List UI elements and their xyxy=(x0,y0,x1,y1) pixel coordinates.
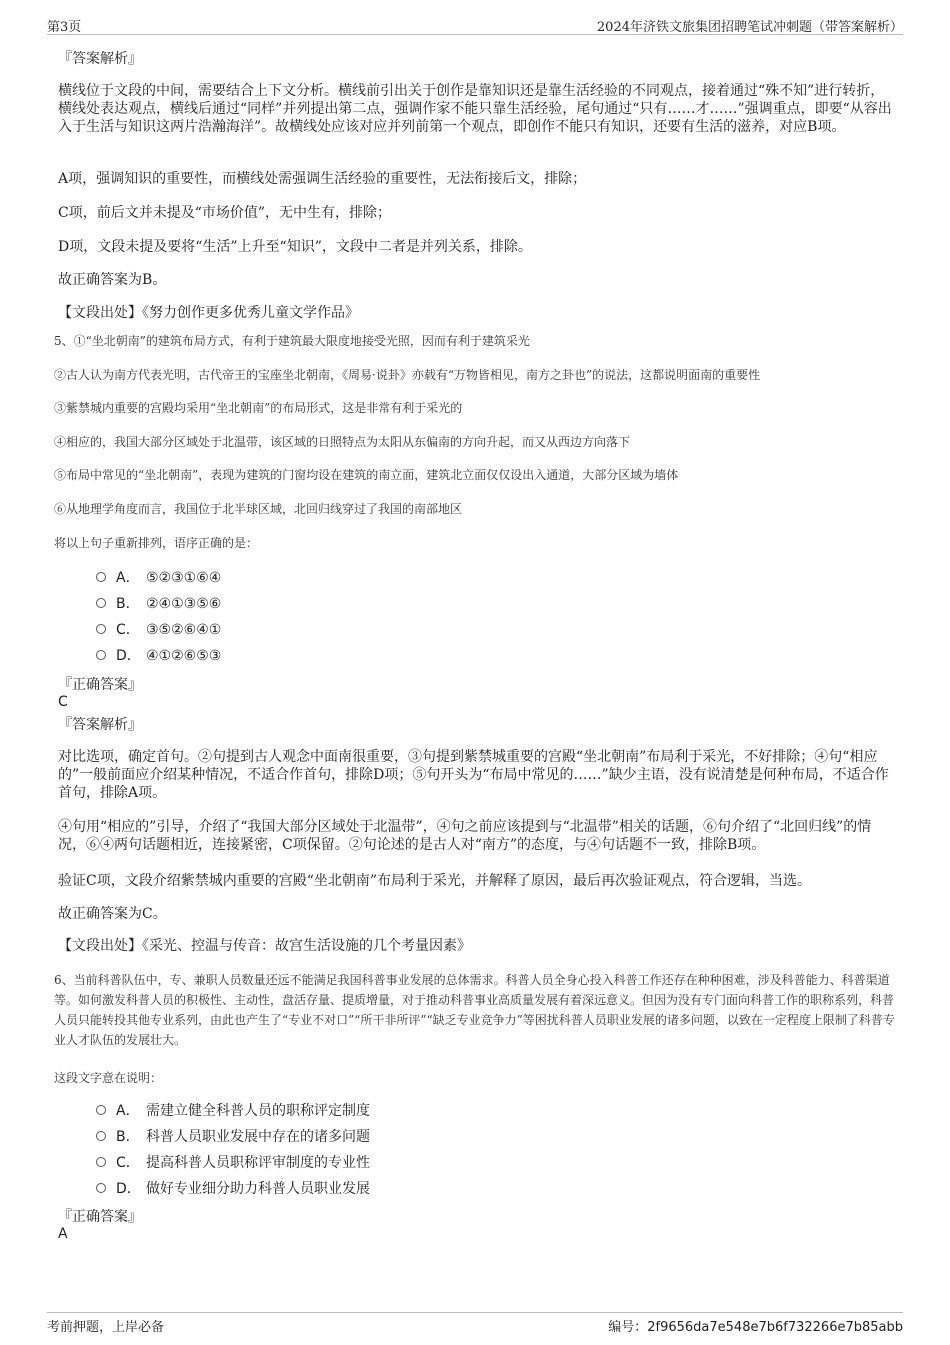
q5-option-a[interactable]: A． ⑤②③①⑥④ xyxy=(96,568,221,588)
radio-icon[interactable] xyxy=(96,1157,106,1167)
q4-source: 【文段出处】《努力创作更多优秀儿童文学作品》 xyxy=(58,305,359,321)
q6-option-d[interactable]: D． 做好专业细分助力科普人员职业发展 xyxy=(96,1179,370,1199)
q6-answer: A xyxy=(58,1226,68,1242)
page-number: 第3页 xyxy=(47,20,82,35)
radio-icon[interactable] xyxy=(96,1105,106,1115)
radio-icon[interactable] xyxy=(96,624,106,634)
q4-option-d-analysis: D项，文段未提及要将“生活”上升至“知识”，文段中二者是并列关系，排除。 xyxy=(58,239,532,255)
page-header xyxy=(47,14,903,35)
q5-option-d[interactable]: D． ④①②⑥⑤③ xyxy=(96,646,221,666)
q6-option-c[interactable]: C． 提高科普人员职称评审制度的专业性 xyxy=(96,1153,370,1173)
q6-option-a[interactable]: A． 需建立健全科普人员的职称评定制度 xyxy=(96,1101,370,1121)
radio-icon[interactable] xyxy=(96,1183,106,1193)
footer-slogan: 考前押题，上岸必备 xyxy=(47,1320,165,1335)
document-id: 编号：2f9656da7e548e7b6f732266e7b85abb xyxy=(608,1320,903,1335)
q5-sentence-4: ④相应的，我国大部分区域处于北温带，该区域的日照特点为太阳从东偏南的方向升起，而又从西边方向落下 xyxy=(54,435,631,449)
q6-option-b[interactable]: B． 科普人员职业发展中存在的诸多问题 xyxy=(96,1127,370,1147)
q6-prompt: 这段文字意在说明： xyxy=(54,1071,163,1085)
q5-sentence-1: 5、①“坐北朝南”的建筑布局方式，有利于建筑最大限度地接受光照，因而有利于建筑采光 xyxy=(54,334,530,348)
q5-option-c[interactable]: C． ③⑤②⑥④① xyxy=(96,620,221,640)
q5-sentence-5: ⑤布局中常见的“坐北朝南”，表现为建筑的门窗均设在建筑的南立面，建筑北立面仅仅设出入通道，大部分区域为墙体 xyxy=(54,468,679,482)
q6-answer-label: 『正确答案』 xyxy=(58,1209,142,1225)
q4-option-a-analysis: A项，强调知识的重要性，而横线处需强调生活经验的重要性，无法衔接后文，排除； xyxy=(58,171,587,187)
q5-conclusion: 故正确答案为C。 xyxy=(58,906,167,922)
q5-sentence-6: ⑥从地理学角度而言，我国位于北半球区域，北回归线穿过了我国的南部地区 xyxy=(54,502,463,516)
q4-conclusion: 故正确答案为B。 xyxy=(58,272,167,288)
q5-sentence-3: ③紫禁城内重要的宫殿均采用“坐北朝南”的布局形式，这是非常有利于采光的 xyxy=(54,401,463,415)
radio-icon[interactable] xyxy=(96,572,106,582)
q5-answer: C xyxy=(58,694,68,710)
q5-analysis-para-2: ④句用“相应的”引导，介绍了“我国大部分区域处于北温带”，④句之前应该提到与“北温带”相关的话题，⑥句介绍了“北回归线”的情况，⑥④两句话题相近，连接紧密，C项保留。②句论述的是古人对“南方”的态度，与④句话题不一致，排除B项。 xyxy=(58,819,872,853)
q5-sentence-2: ②古人认为南方代表光明，古代帝王的宝座坐北朝南，《周易·说卦》亦载有“万物皆相见，南方之卦也”的说法，这都说明面南的重要性 xyxy=(54,368,761,382)
document-title: 2024年济铁文旅集团招聘笔试冲刺题（带答案解析） xyxy=(596,20,903,35)
q4-analysis-text: 横线位于文段的中间，需要结合上下文分析。横线前引出关于创作是靠知识还是靠生活经验的不同观点，接着通过“殊不知”进行转折，横线处表达观点，横线后通过“同样”并列提出第二点，强调作家不能只靠生活经验，尾句通过“只有……才……”强调重点，即要“从容出入于生活与知识这两片浩瀚海洋”。故横线处应该对应并列前第一个观点，即创作不能只有知识，还要有生活的滋养，对应B项。 xyxy=(58,83,892,135)
radio-icon[interactable] xyxy=(96,650,106,660)
q4-option-c-analysis: C项，前后文并未提及“市场价值”，无中生有，排除； xyxy=(58,205,392,221)
q5-option-b[interactable]: B． ②④①③⑤⑥ xyxy=(96,594,221,614)
q6-stem: 6、当前科普队伍中，专、兼职人员数量还远不能满足我国科普事业发展的总体需求。科普人员全身心投入科普工作还存在种种困难，涉及科普能力、科普渠道等。如何激发科普人员的积极性、主动性，盘活存量、提质增量，对于推动科普事业高质量发展有着深远意义。但因为没有专门面向科普工作的职称系列，科普人员只能转投其他专业系列，由此也产生了“专业不对口”“所干非所评”“缺乏专业竞争力”等困扰科普人员职业发展的诸多问题，以致在一定程度上限制了科普专业人才队伍的发展壮大。 xyxy=(54,973,895,1047)
q5-answer-label: 『正确答案』 xyxy=(58,677,142,693)
q5-source: 【文段出处】《采光、控温与传音：故宫生活设施的几个考量因素》 xyxy=(58,938,471,954)
q5-analysis-para-1: 对比选项，确定首句。②句提到古人观念中面南很重要，③句提到紫禁城重要的宫殿“坐北朝南”布局利于采光，不好排除；④句“相应的”一般前面应介绍某种情况，不适合作首句，排除D项；⑤句开头为“布局中常见的……”缺少主语，没有说清楚是何种布局，不适合作首句，排除A项。 xyxy=(58,749,889,801)
radio-icon[interactable] xyxy=(96,598,106,608)
q5-analysis-label: 『答案解析』 xyxy=(58,717,142,733)
q5-analysis-para-3: 验证C项，文段介绍紫禁城内重要的宫殿“坐北朝南”布局利于采光，并解释了原因，最后再次验证观点，符合逻辑，当选。 xyxy=(58,873,812,889)
page-footer xyxy=(47,1312,903,1335)
q4-analysis-label: 『答案解析』 xyxy=(58,51,142,67)
q5-prompt: 将以上句子重新排列，语序正确的是： xyxy=(54,536,259,550)
radio-icon[interactable] xyxy=(96,1131,106,1141)
